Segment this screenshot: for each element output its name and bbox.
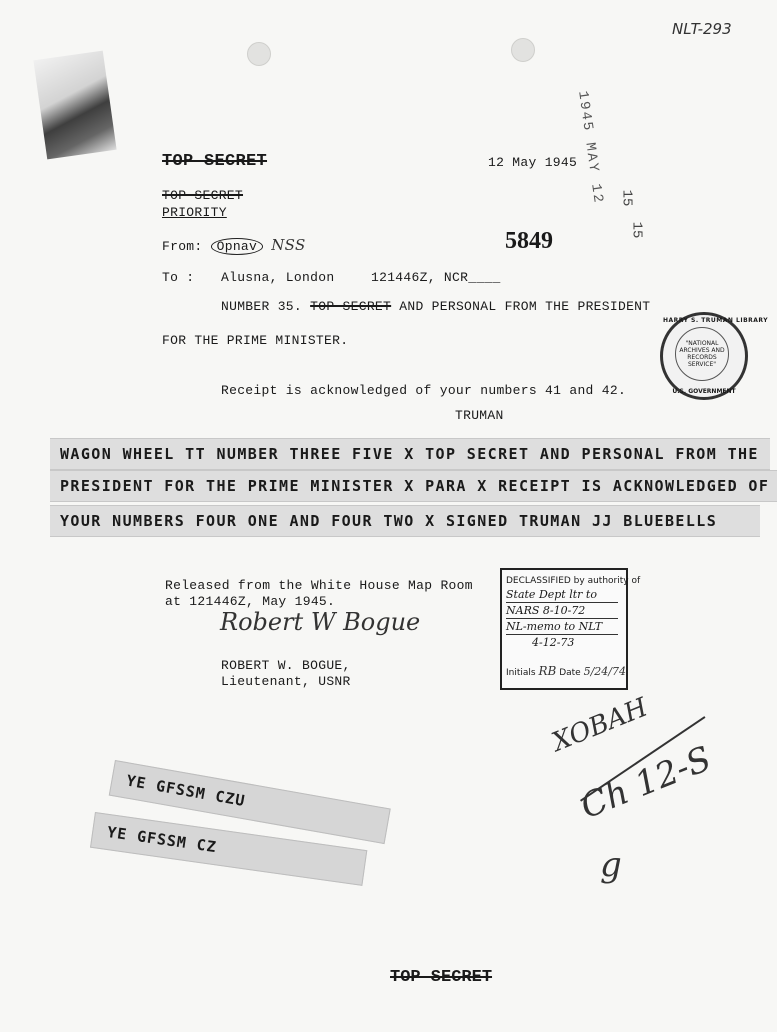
initials-label: Initials (506, 668, 536, 678)
teletype-strip: PRESIDENT FOR THE PRIME MINISTER X PARA X RECEIPT IS ACKNOWLEDGED OF (50, 470, 777, 502)
received-stamp-minute: 15 (628, 221, 645, 239)
date-time-group: 121446Z, NCR____ (371, 270, 501, 285)
initials-value: RB (538, 664, 557, 678)
declass-rule (506, 618, 618, 619)
message-number: 5849 (505, 228, 553, 254)
message-title-rest: AND PERSONAL FROM THE PRESIDENT (399, 299, 651, 314)
from-handwritten: NSS (271, 236, 306, 254)
message-title-line2: FOR THE PRIME MINISTER. (162, 333, 349, 348)
declass-hand-line: NL-memo to NLT (506, 620, 603, 633)
received-stamp: 1945 MAY 12 (574, 90, 606, 206)
paper-clip-mark (33, 51, 116, 160)
from-value: Opnav (211, 238, 264, 255)
message-body: Receipt is acknowledged of your numbers 41 and 42. (221, 383, 627, 398)
teletype-slip: YE GFSSM CZU (109, 760, 391, 844)
handwritten-signature: Robert W Bogue (220, 608, 421, 636)
classification-top: TOP SECRET (162, 152, 268, 171)
from-label: From: (162, 239, 203, 254)
punch-hole (247, 42, 271, 66)
received-stamp-hour: 15 (618, 189, 635, 207)
release-line2: at 121446Z, May 1945. (165, 594, 336, 609)
truman-library-seal (660, 312, 769, 400)
declass-hand-line: NARS 8-10-72 (506, 604, 586, 617)
classification-footer: TOP SECRET (390, 968, 493, 987)
signer-name: ROBERT W. BOGUE, (221, 658, 351, 673)
punch-hole (511, 38, 535, 62)
seal-center-text: "NATIONAL ARCHIVES AND RECORDS SERVICE" (679, 340, 725, 368)
handwritten-ch-note: Ch 12-S (575, 738, 717, 828)
declass-rule (506, 634, 618, 635)
declass-initials-row (506, 664, 626, 678)
priority-label: PRIORITY (162, 205, 227, 220)
message-signoff: TRUMAN (455, 408, 504, 423)
seal-ring-top: HARRY S. TRUMAN LIBRARY (663, 317, 769, 324)
signer-rank: Lieutenant, USNR (221, 674, 351, 689)
teletype-strip: YOUR NUMBERS FOUR ONE AND FOUR TWO X SIGNED TRUMAN JJ BLUEBELLS (50, 505, 760, 537)
message-number-prefix: NUMBER 35. (221, 299, 303, 314)
classification-second: TOP SECRET (162, 188, 244, 203)
teletype-strip: WAGON WHEEL TT NUMBER THREE FIVE X TOP SECRET AND PERSONAL FROM THE (50, 438, 770, 470)
archive-reference: NLT-293 (672, 20, 732, 38)
seal-ring-bottom: U.S. GOVERNMENT (672, 388, 736, 395)
handwritten-g-note: g (600, 845, 622, 885)
message-date: 12 May 1945 (488, 155, 578, 170)
handwritten-code: XOBAH (548, 692, 652, 758)
to-label: To : (162, 270, 195, 285)
seal-center-ring (675, 327, 729, 381)
declassification-stamp (500, 568, 641, 690)
from-line (162, 236, 306, 255)
teletype-slip: YE GFSSM CZ (90, 812, 367, 886)
declass-rule (506, 602, 618, 603)
struck-classification: TOP SECRET (310, 299, 392, 314)
declass-hand-line: 4-12-73 (532, 636, 575, 649)
release-line1: Released from the White House Map Room (165, 578, 473, 593)
date-value: 5/24/74 (583, 665, 626, 678)
declass-hand-line: State Dept ltr to (506, 588, 597, 601)
message-title (221, 299, 650, 314)
declass-authority: DECLASSIFIED by authority of (506, 576, 641, 586)
to-value: Alusna, London (221, 270, 335, 285)
date-label: Date (559, 668, 581, 678)
